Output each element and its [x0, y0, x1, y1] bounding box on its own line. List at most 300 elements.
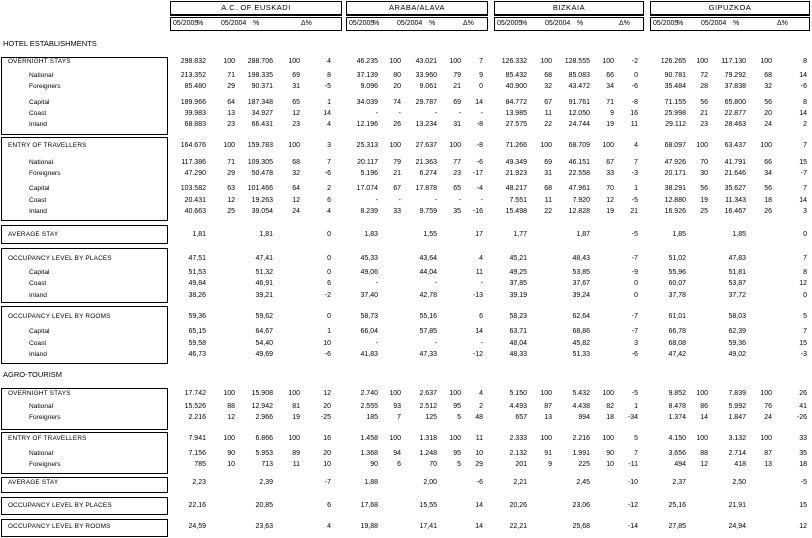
table-cell: 9.096	[360, 83, 378, 90]
table-cell: 49,84	[188, 280, 206, 287]
table-cell: 12	[323, 390, 331, 397]
table-cell: 58,73	[360, 313, 378, 320]
table-cell: 54,40	[255, 340, 273, 347]
table-cell: 79	[453, 72, 461, 79]
table-cell: 20.431	[184, 197, 206, 204]
table-cell: 4.493	[509, 403, 527, 410]
table-cell: 7	[327, 159, 331, 166]
table-cell: 7	[803, 142, 807, 149]
table-cell: -	[434, 110, 437, 117]
table-cell: 13	[544, 414, 552, 421]
table-cell: 13	[227, 110, 235, 117]
table-cell: 2.512	[419, 403, 437, 410]
table-cell: 20	[393, 83, 401, 90]
table-cell: 225	[578, 461, 590, 468]
table-cell: 22.558	[568, 170, 590, 177]
table-cell: 90	[227, 450, 235, 457]
table-cell: 100	[760, 435, 772, 442]
table-cell: 37,78	[668, 292, 686, 299]
table-cell: 1.991	[572, 450, 590, 457]
table-cell: -	[375, 340, 378, 347]
row-label: OCCUPANCY LEVEL BY ROOMS	[8, 313, 111, 320]
table-cell: 68,08	[668, 340, 686, 347]
table-cell: 4	[327, 523, 331, 530]
table-cell: 14	[475, 502, 483, 509]
table-cell: 20,26	[509, 502, 527, 509]
table-cell: 47,83	[728, 255, 746, 262]
table-cell: 40.900	[505, 83, 527, 90]
table-cell: 7	[803, 255, 807, 262]
row-label-sub: National	[29, 450, 54, 457]
table-cell: 25,68	[572, 523, 590, 530]
table-cell: 68	[544, 72, 552, 79]
table-cell: 39,24	[572, 292, 590, 299]
subheader-year: 05/2004	[397, 20, 423, 27]
table-cell: 2.555	[360, 403, 378, 410]
table-cell: 37,67	[572, 280, 590, 287]
table-cell: 35.627	[724, 185, 746, 192]
subheader-pct: %	[521, 20, 528, 27]
table-cell: -8	[631, 99, 638, 106]
table-cell: -	[480, 197, 483, 204]
table-cell: 0	[479, 83, 483, 90]
row-label-sub: Inland	[29, 208, 47, 215]
table-cell: 128.555	[564, 58, 590, 65]
table-cell: 12	[799, 280, 807, 287]
table-cell: 12	[606, 197, 614, 204]
table-cell: 40.663	[184, 208, 206, 215]
table-cell: 0	[803, 231, 807, 238]
row-label-sub: Coast	[29, 197, 47, 204]
table-cell: 56	[764, 185, 772, 192]
table-cell: 8	[803, 58, 807, 65]
table-cell: 14	[799, 110, 807, 117]
table-cell: 13.985	[505, 110, 527, 117]
table-cell: 7	[397, 414, 401, 421]
row-label-sub: Foreigners	[29, 83, 61, 90]
section-title: AGRO-TOURISM	[3, 370, 63, 379]
table-cell: 15.526	[184, 403, 206, 410]
table-cell: 26	[393, 121, 401, 128]
table-cell: 81	[292, 403, 300, 410]
table-cell: 164.676	[180, 142, 206, 149]
table-cell: 37.139	[356, 72, 378, 79]
region-underline	[346, 15, 488, 16]
table-cell: 31	[544, 170, 552, 177]
table-cell: 1,81	[192, 231, 206, 238]
table-cell: 29.787	[415, 99, 437, 106]
region-underline	[494, 15, 644, 16]
region-header: ARABA/ALAVA	[346, 1, 488, 15]
table-cell: 66,78	[668, 328, 686, 335]
table-cell: -25	[320, 414, 331, 421]
table-cell: 22.877	[724, 110, 746, 117]
table-cell: 38,26	[188, 292, 206, 299]
table-cell: 91	[544, 450, 552, 457]
table-cell: 72	[700, 72, 708, 79]
table-cell: -6	[631, 83, 638, 90]
table-cell: 47,42	[668, 351, 686, 358]
row-label-sub: Inland	[29, 351, 47, 358]
table-cell: 126.265	[660, 58, 686, 65]
table-cell: 24	[764, 121, 772, 128]
table-cell: 87	[544, 403, 552, 410]
table-cell: -	[398, 197, 401, 204]
table-cell: 48	[475, 414, 483, 421]
table-cell: 39,21	[255, 292, 273, 299]
table-cell: 69	[453, 99, 461, 106]
row-label-sub: Inland	[29, 292, 47, 299]
column-subheader	[170, 17, 342, 31]
table-cell: -7	[631, 328, 638, 335]
table-cell: 6	[327, 197, 331, 204]
table-cell: -4	[476, 185, 483, 192]
table-cell: 85.083	[568, 72, 590, 79]
table-cell: 11	[544, 197, 552, 204]
table-cell: -	[375, 280, 378, 287]
table-cell: 187.348	[247, 99, 273, 106]
table-cell: 6.866	[255, 435, 273, 442]
table-cell: -2	[324, 292, 331, 299]
table-cell: 9	[610, 110, 614, 117]
table-cell: 100	[760, 390, 772, 397]
table-cell: 59,62	[255, 313, 273, 320]
table-cell: 21,91	[728, 502, 746, 509]
table-cell: 3.656	[668, 450, 686, 457]
table-cell: 14	[323, 110, 331, 117]
table-cell: 48,43	[572, 255, 590, 262]
table-cell: 35	[799, 450, 807, 457]
table-cell: 713	[261, 461, 273, 468]
table-cell: 12.880	[664, 197, 686, 204]
table-cell: 494	[674, 461, 686, 468]
row-label: OVERNIGHT STAYS	[8, 390, 71, 397]
table-cell: 63,71	[509, 328, 527, 335]
table-cell: 65	[453, 185, 461, 192]
table-cell: 3	[634, 340, 638, 347]
table-cell: 8	[803, 269, 807, 276]
table-cell: 6	[397, 461, 401, 468]
row-label-sub: Foreigners	[29, 461, 61, 468]
table-cell: 9	[479, 72, 483, 79]
table-cell: 94	[393, 450, 401, 457]
table-cell: 68	[292, 159, 300, 166]
table-cell: 2,45	[576, 479, 590, 486]
table-cell: 23,06	[572, 502, 590, 509]
table-cell: 6	[327, 502, 331, 509]
table-cell: 28	[700, 83, 708, 90]
table-cell: -17	[472, 170, 483, 177]
table-cell: 67	[393, 185, 401, 192]
table-cell: 25	[227, 208, 235, 215]
table-cell: -10	[627, 479, 638, 486]
table-cell: 100	[288, 435, 300, 442]
table-cell: -7	[631, 255, 638, 262]
group-box	[1, 137, 168, 221]
table-cell: -8	[476, 142, 483, 149]
table-cell: 19	[700, 197, 708, 204]
table-cell: 1,77	[513, 231, 527, 238]
table-cell: 46,91	[255, 280, 273, 287]
table-cell: 53,85	[572, 269, 590, 276]
table-cell: 5	[634, 435, 638, 442]
table-cell: 47,51	[188, 255, 206, 262]
table-cell: 13.234	[415, 121, 437, 128]
subheader-pct: %	[577, 20, 584, 27]
table-cell: 4	[327, 58, 331, 65]
table-cell: 90	[606, 450, 614, 457]
table-cell: 66.431	[251, 121, 273, 128]
table-cell: 2	[803, 121, 807, 128]
table-cell: 45,82	[572, 340, 590, 347]
table-cell: 8	[327, 72, 331, 79]
table-cell: 9.759	[419, 208, 437, 215]
table-cell: 100	[540, 58, 552, 65]
table-cell: 10	[475, 450, 483, 457]
table-cell: 20	[323, 450, 331, 457]
subheader-year: 05/2005	[497, 20, 523, 27]
table-cell: 70	[429, 461, 437, 468]
table-cell: 12.828	[568, 208, 590, 215]
table-cell: 49,02	[728, 351, 746, 358]
table-cell: 67	[544, 99, 552, 106]
row-label-sub: Foreigners	[29, 170, 61, 177]
table-cell: 12	[799, 523, 807, 530]
table-cell: 12	[227, 414, 235, 421]
table-cell: 1.368	[360, 450, 378, 457]
table-cell: 418	[734, 461, 746, 468]
table-cell: 117.130	[721, 58, 746, 65]
table-cell: 37,72	[728, 292, 746, 299]
table-cell: 65	[292, 99, 300, 106]
table-cell: -6	[324, 351, 331, 358]
table-cell: 201	[515, 461, 527, 468]
table-cell: 189.966	[180, 99, 206, 106]
subheader-pct: %	[373, 20, 380, 27]
table-cell: 48.217	[505, 185, 527, 192]
table-cell: 2,37	[672, 479, 686, 486]
table-cell: 2.132	[509, 450, 527, 457]
table-cell: 100	[602, 390, 614, 397]
table-cell: -12	[627, 502, 638, 509]
subheader-delta: Δ%	[463, 20, 474, 27]
table-cell: 994	[578, 414, 590, 421]
subheader-year: 05/2004	[545, 20, 571, 27]
table-cell: 100	[540, 142, 552, 149]
table-cell: 20.171	[664, 170, 686, 177]
table-cell: 45,21	[509, 255, 527, 262]
table-cell: -6	[631, 351, 638, 358]
table-cell: 60,07	[668, 280, 686, 287]
table-cell: 24.744	[568, 121, 590, 128]
row-label-sub: Coast	[29, 340, 47, 347]
table-cell: 63.437	[724, 142, 746, 149]
table-cell: 14	[475, 523, 483, 530]
table-cell: 70	[700, 159, 708, 166]
table-cell: 100	[389, 142, 401, 149]
table-cell: -5	[631, 197, 638, 204]
table-cell: 24,59	[188, 523, 206, 530]
table-cell: 7	[479, 58, 483, 65]
table-cell: 67	[606, 159, 614, 166]
table-cell: 0	[634, 292, 638, 299]
table-cell: 2.216	[188, 414, 206, 421]
table-cell: 17.878	[415, 185, 437, 192]
table-cell: 12.942	[251, 403, 273, 410]
table-cell: 22,16	[188, 502, 206, 509]
table-cell: -6	[476, 159, 483, 166]
table-cell: 298.832	[180, 58, 206, 65]
table-cell: 19.263	[251, 197, 273, 204]
table-cell: 1,87	[576, 231, 590, 238]
table-cell: 32	[764, 83, 772, 90]
table-cell: 41.791	[724, 159, 746, 166]
table-cell: 93	[393, 403, 401, 410]
table-cell: -7	[800, 170, 807, 177]
table-cell: 4	[479, 255, 483, 262]
table-cell: 24	[764, 414, 772, 421]
table-cell: 14	[475, 99, 483, 106]
table-cell: 30	[700, 170, 708, 177]
table-cell: 1,81	[259, 231, 273, 238]
table-cell: 17,41	[419, 523, 437, 530]
row-label-sub: Coast	[29, 110, 47, 117]
table-cell: 100	[389, 390, 401, 397]
table-cell: 5.953	[255, 450, 273, 457]
subheader-pct: %	[429, 20, 436, 27]
table-cell: 59,36	[728, 340, 746, 347]
table-cell: 64	[292, 185, 300, 192]
table-cell: 100	[696, 435, 708, 442]
table-cell: 103.582	[180, 185, 206, 192]
row-label: OCCUPANCY LEVEL BY ROOMS	[8, 523, 111, 530]
table-cell: 57,85	[419, 328, 437, 335]
table-cell: 21.363	[415, 159, 437, 166]
subheader-year: 05/2005	[349, 20, 375, 27]
table-cell: 47.926	[664, 159, 686, 166]
table-cell: 2	[327, 185, 331, 192]
table-cell: 80	[393, 72, 401, 79]
table-cell: 26	[764, 208, 772, 215]
table-cell: 91.761	[568, 99, 590, 106]
table-cell: -7	[324, 479, 331, 486]
table-cell: 100	[696, 58, 708, 65]
table-cell: -6	[800, 83, 807, 90]
table-cell: -3	[631, 170, 638, 177]
row-label-sub: Inland	[29, 121, 47, 128]
table-cell: 3.132	[728, 435, 746, 442]
table-cell: 100	[223, 390, 235, 397]
table-cell: 28.463	[724, 121, 746, 128]
table-cell: 26	[799, 390, 807, 397]
table-cell: 29	[475, 461, 483, 468]
table-cell: 100	[389, 435, 401, 442]
subheader-delta: Δ%	[777, 20, 788, 27]
table-cell: 25,16	[668, 502, 686, 509]
table-cell: 43.472	[568, 83, 590, 90]
table-cell: 21.923	[505, 170, 527, 177]
table-cell: 10	[606, 461, 614, 468]
table-cell: -13	[472, 292, 483, 299]
table-cell: 29	[227, 83, 235, 90]
table-cell: 100	[602, 142, 614, 149]
table-cell: 35.484	[664, 83, 686, 90]
table-cell: 51,32	[255, 269, 273, 276]
table-cell: 1	[634, 403, 638, 410]
table-cell: -11	[628, 461, 638, 468]
table-cell: -9	[631, 269, 638, 276]
table-cell: 35	[453, 208, 461, 215]
table-cell: -14	[627, 523, 638, 530]
table-cell: -2	[631, 58, 638, 65]
table-cell: 15	[799, 502, 807, 509]
table-cell: -16	[472, 208, 483, 215]
table-cell: 2.333	[509, 435, 527, 442]
table-cell: -	[480, 280, 483, 287]
table-cell: 70	[606, 185, 614, 192]
table-cell: 29	[227, 170, 235, 177]
table-cell: 69	[544, 159, 552, 166]
table-cell: 159.783	[247, 142, 273, 149]
table-cell: 43,64	[419, 255, 437, 262]
table-cell: 63	[227, 185, 235, 192]
table-cell: 47,41	[255, 255, 273, 262]
table-cell: 1	[634, 185, 638, 192]
table-cell: 25	[700, 208, 708, 215]
table-cell: 1.458	[360, 435, 378, 442]
region-header: BIZKAIA	[494, 1, 644, 15]
table-cell: -34	[627, 414, 638, 421]
table-cell: 125	[425, 414, 437, 421]
table-cell: 2,21	[513, 479, 527, 486]
table-cell: 41	[799, 403, 807, 410]
table-cell: 213.352	[180, 72, 206, 79]
table-cell: 76	[764, 403, 772, 410]
table-cell: 12.050	[568, 110, 590, 117]
table-cell: 51,02	[668, 255, 686, 262]
table-cell: 88	[227, 403, 235, 410]
table-cell: 48,33	[509, 351, 527, 358]
region-header: A.C. OF EUSKADI	[170, 1, 342, 15]
table-cell: 23	[227, 121, 235, 128]
table-cell: 0	[634, 72, 638, 79]
table-cell: 198.335	[247, 72, 273, 79]
table-cell: 71	[227, 72, 235, 79]
table-cell: 12	[292, 110, 300, 117]
table-cell: 0	[327, 231, 331, 238]
table-cell: 5.432	[572, 390, 590, 397]
table-cell: 88	[700, 450, 708, 457]
table-cell: 16	[630, 110, 638, 117]
table-cell: 74	[393, 99, 401, 106]
table-cell: 4	[479, 390, 483, 397]
table-cell: 5.992	[728, 403, 746, 410]
table-cell: 100	[760, 58, 772, 65]
table-cell: 8	[803, 99, 807, 106]
table-cell: 7	[634, 159, 638, 166]
table-cell: 7	[803, 328, 807, 335]
table-cell: 100	[696, 390, 708, 397]
table-cell: 66,04	[360, 328, 378, 335]
table-cell: 33	[606, 170, 614, 177]
table-cell: 85.480	[184, 83, 206, 90]
table-cell: 0	[327, 269, 331, 276]
table-cell: 14	[475, 328, 483, 335]
table-cell: 37,40	[360, 292, 378, 299]
table-cell: 1,85	[672, 231, 686, 238]
table-cell: 21.646	[724, 170, 746, 177]
table-cell: 22	[544, 121, 552, 128]
